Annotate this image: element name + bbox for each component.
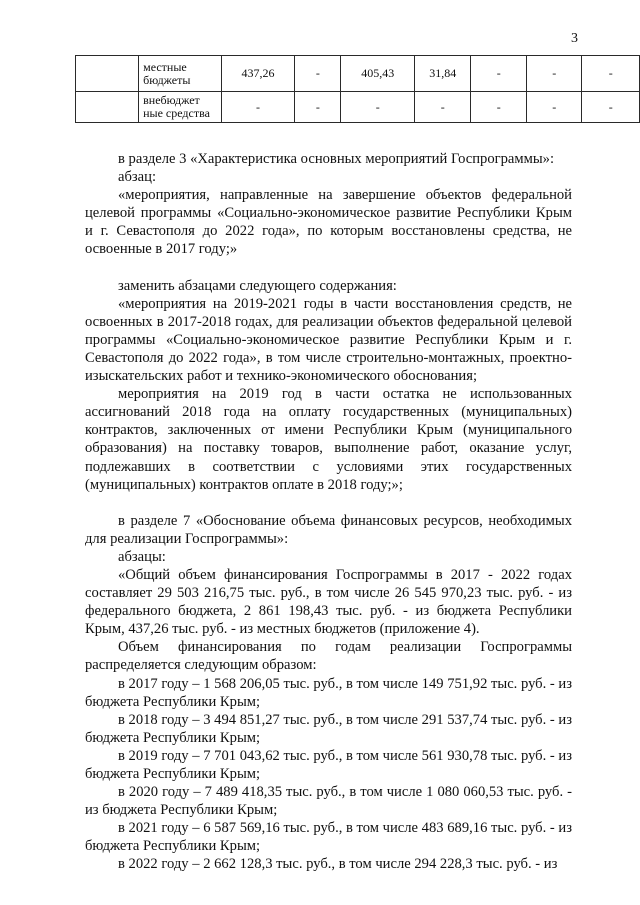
table-cell-value: 437,26 [221, 56, 295, 92]
table-cell-empty [76, 92, 139, 123]
table-cell-value: 31,84 [415, 56, 471, 92]
paragraph-replace-intro: заменить абзацами следующего содержания: [118, 277, 397, 294]
paragraph-year-2017: в 2017 году – 1 568 206,05 тыс. руб., в том числе 149 751,92 тыс. руб. - из бюджета Республики Крым; [85, 675, 572, 710]
table-cell-value: - [526, 92, 582, 123]
paragraph-year-2021: в 2021 году – 6 587 569,16 тыс. руб., в том числе 483 689,16 тыс. руб. - из бюджета Республики Крым; [85, 820, 572, 855]
table-cell-value: - [582, 92, 640, 123]
table-cell-empty [76, 56, 139, 92]
paragraph-year-2022: в 2022 году – 2 662 128,3 тыс. руб., в том числе 294 228,3 тыс. руб. - из [118, 856, 558, 873]
table-cell-label: местные бюджеты [139, 56, 221, 92]
paragraph-funding-by-years: Объем финансирования по годам реализации Госпрограммы распределяется следующим образом: [85, 639, 572, 674]
page-number: 3 [571, 31, 578, 46]
paragraph-abzac-label: абзац: [118, 169, 157, 186]
table-cell-value: - [341, 92, 415, 123]
document-body [85, 150, 572, 874]
paragraph-new-measure-1: «мероприятия на 2019-2021 годы в части восстановления средств, не освоенных в 2017-2018 годах, для реализации объектов федеральной целевой программы «Социально-экономическое развитие Республики Крым и г. Севастополя до 2022 года», в том числе строительно-монтажных, проектно-изыскательских работ и технико-экономического обоснования; [85, 295, 572, 385]
table-cell-value: - [295, 56, 341, 92]
paragraph-year-2018: в 2018 году – 3 494 851,27 тыс. руб., в том числе 291 537,74 тыс. руб. - из бюджета Республики Крым; [85, 711, 572, 746]
table-cell-label: внебюджет ные средства [139, 92, 221, 123]
budget-table [75, 55, 640, 123]
table-cell-value: - [471, 56, 527, 92]
table-cell-value: - [582, 56, 640, 92]
paragraph-section7-heading: в разделе 7 «Обоснование объема финансовых ресурсов, необходимых для реализации Госпрограммы»: [85, 512, 572, 547]
paragraph-year-2019: в 2019 году – 7 701 043,62 тыс. руб., в том числе 561 930,78 тыс. руб. - из бюджета Республики Крым; [85, 747, 572, 782]
table-cell-value: - [526, 56, 582, 92]
table-row [76, 92, 640, 123]
table-cell-value: 405,43 [341, 56, 415, 92]
paragraph-section3-heading: в разделе 3 «Характеристика основных мероприятий Госпрограммы»: [118, 151, 555, 167]
table-cell-value: - [221, 92, 295, 123]
table-cell-value: - [415, 92, 471, 123]
paragraph-abzacy-label: абзацы: [118, 548, 166, 565]
paragraph-old-measure: «мероприятия, направленные на завершение объектов федеральной целевой программы «Социально-экономическое развитие Республики Крым и г. Севастополя до 2022 года», по которым восстановлены средства, не освоенные в 2017 году;» [85, 187, 572, 258]
paragraph-total-funding: «Общий объем финансирования Госпрограммы в 2017 - 2022 годах составляет 29 503 216,75 тыс. руб., в том числе 26 545 970,23 тыс. руб. - из федерального бюджета, 2 861 198,43 тыс. руб. - из бюджета Республики Крым, 437,26 тыс. руб. - из местных бюджетов (приложение 4). [85, 566, 572, 638]
paragraph-new-measure-2: мероприятия на 2019 год в части остатка не использованных ассигнований 2018 года на оплату государственных (муниципальных) контрактов, заключенных от имени Республики Крым (муниципального образования) на поставку товаров, выполнение работ, оказание услуг, подлежавших в соответствии с условиями этих государственных (муниципальных) контрактов оплате в 2018 году;»; [85, 386, 572, 493]
paragraph-year-2020: в 2020 году – 7 489 418,35 тыс. руб., в том числе 1 080 060,53 тыс. руб. - из бюджета Республики Крым; [85, 784, 572, 819]
table-cell-value: - [471, 92, 527, 123]
table-cell-value: - [295, 92, 341, 123]
table-row [76, 56, 640, 92]
